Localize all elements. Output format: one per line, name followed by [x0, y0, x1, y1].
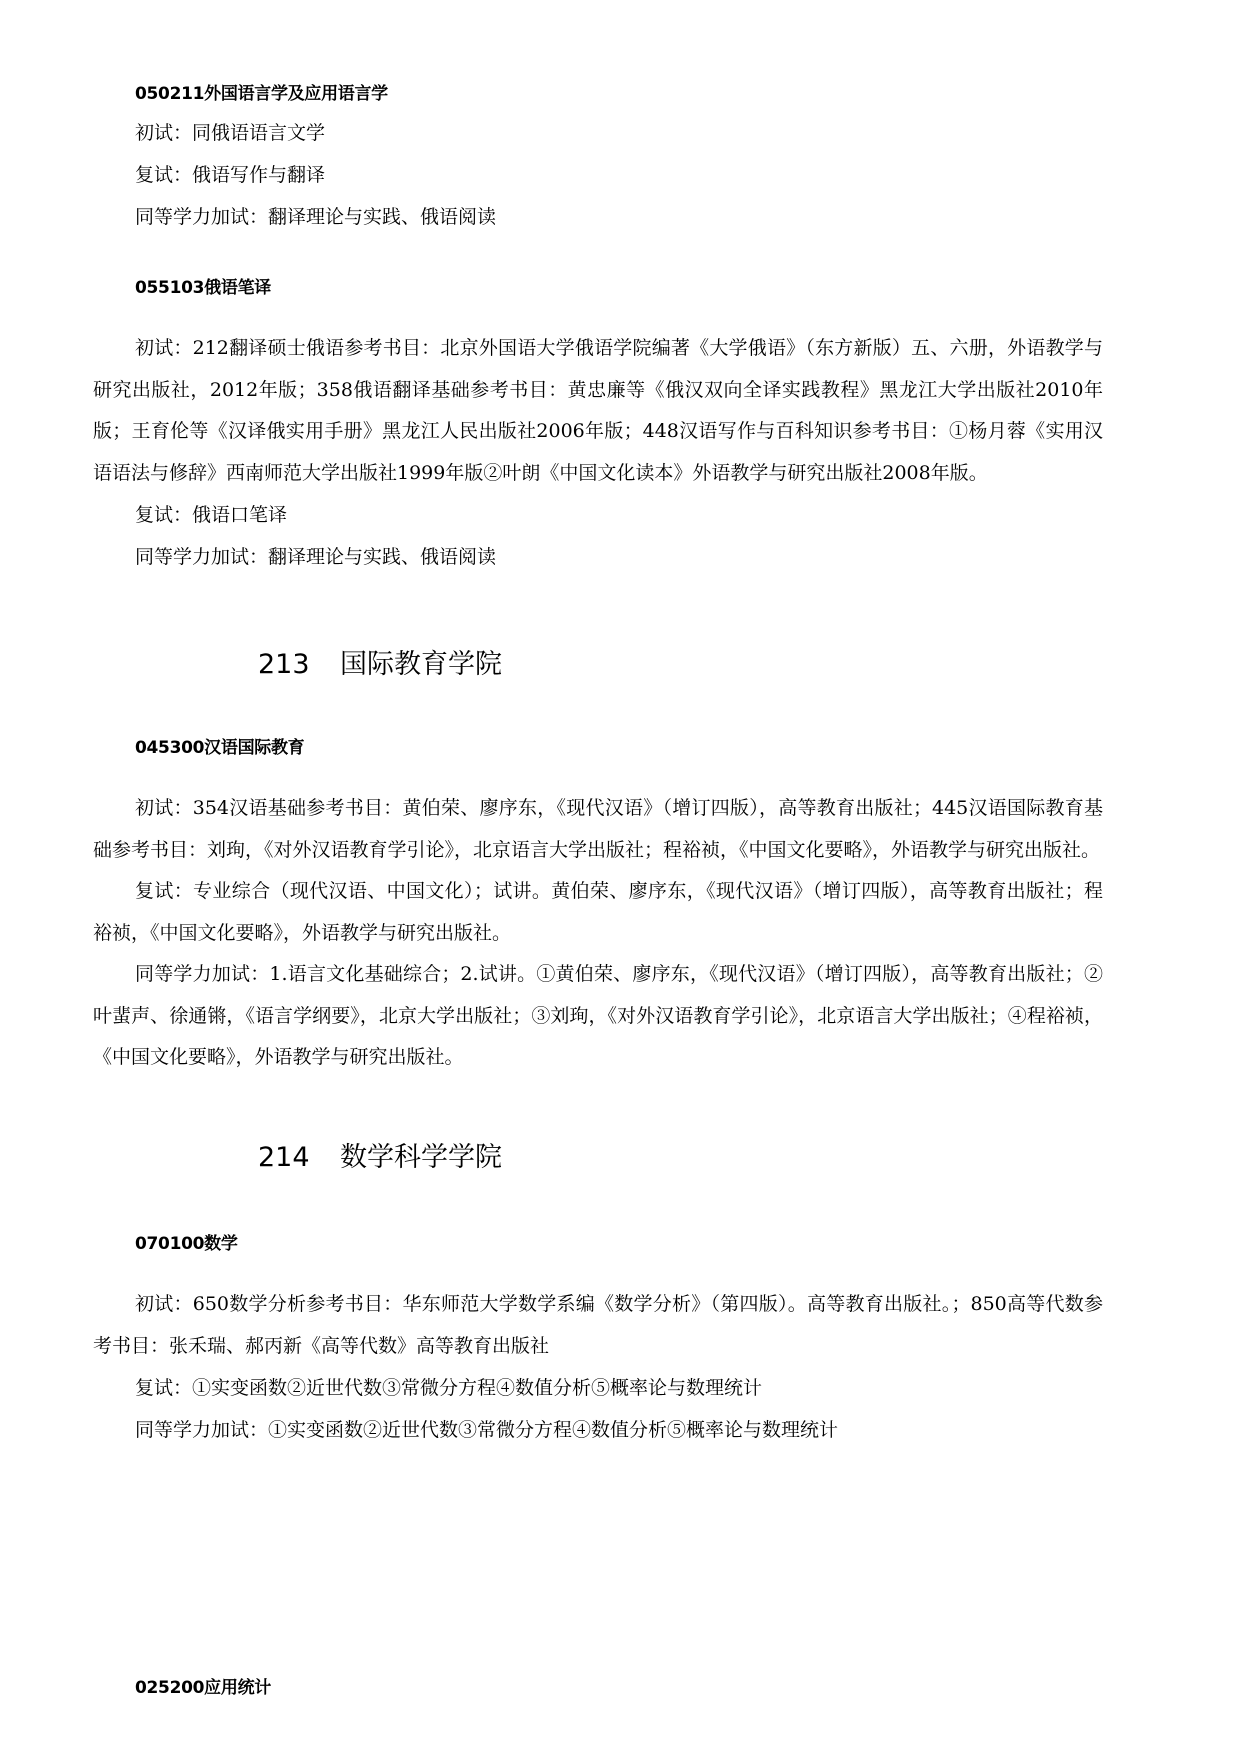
initial-exam-line: 初试：同俄语语言文学: [135, 122, 326, 144]
equivalent-exam-line: 同等学力加试：翻译理论与实践、俄语阅读: [135, 546, 497, 568]
program-070100: [93, 1232, 1103, 1451]
program-heading: 025200应用统计: [135, 1678, 271, 1698]
program-050211: [93, 82, 1103, 238]
retest-line: 复试：俄语口笔译: [135, 504, 288, 526]
program-heading: 055103俄语笔译: [135, 278, 271, 298]
retest-paragraph: 复试：专业综合（现代汉语、中国文化）；试讲。黄伯荣、廖序东，《现代汉语》（增订四版），高等教育出版社；程裕祯，《中国文化要略》，外语教学与研究出版社。: [93, 880, 1103, 944]
equivalent-exam-paragraph: 同等学力加试：1.语言文化基础综合；2.试讲。①黄伯荣、廖序东，《现代汉语》（增订四版），高等教育出版社；②叶蜚声、徐通锵，《语言学纲要》，北京大学出版社；③刘珣，《对外汉语教育学引论》，北京语言大学出版社；④程裕祯，《中国文化要略》，外语教学与研究出版社。: [93, 963, 1103, 1068]
section-name: 国际教育学院: [340, 649, 502, 680]
equivalent-exam-line: 同等学力加试：①实变函数②近世代数③常微分方程④数值分析⑤概率论与数理统计: [135, 1419, 839, 1441]
section-heading-213: [258, 648, 502, 682]
program-heading: 050211外国语言学及应用语言学: [135, 84, 388, 104]
section-name: 数学科学学院: [340, 1142, 502, 1173]
program-heading: 070100数学: [135, 1234, 238, 1254]
section-number: 213: [258, 649, 310, 680]
retest-line: 复试：俄语写作与翻译: [135, 164, 326, 186]
section-number: 214: [258, 1142, 310, 1173]
initial-exam-paragraph: 初试：212翻译硕士俄语参考书目：北京外国语大学俄语学院编著《大学俄语》（东方新版）五、六册，外语教学与研究出版社，2012年版；358俄语翻译基础参考书目：黄忠廉等《俄汉双向全译实践教程》黑龙江大学出版社2010年版；王育伦等《汉译俄实用手册》黑龙江人民出版社2006年版；448汉语写作与百科知识参考书目：①杨月蓉《实用汉语语法与修辞》西南师范大学出版社1999年版②叶朗《中国文化读本》外语教学与研究出版社2008年版。: [93, 337, 1103, 484]
initial-exam-paragraph: 初试：354汉语基础参考书目：黄伯荣、廖序东，《现代汉语》（增订四版），高等教育出版社；445汉语国际教育基础参考书目：刘珣，《对外汉语教育学引论》，北京语言大学出版社；程裕祯，《中国文化要略》，外语教学与研究出版社。: [93, 797, 1103, 861]
section-heading-214: [258, 1141, 502, 1175]
initial-exam-paragraph: 初试：650数学分析参考书目：华东师范大学数学系编《数学分析》（第四版）。高等教育出版社。；850高等代数参考书目：张禾瑞、郝丙新《高等代数》高等教育出版社: [93, 1293, 1103, 1357]
program-heading: 045300汉语国际教育: [135, 738, 305, 758]
retest-line: 复试：①实变函数②近世代数③常微分方程④数值分析⑤概率论与数理统计: [135, 1377, 763, 1399]
program-045300: [93, 736, 1103, 1079]
program-055103: [93, 276, 1103, 578]
program-025200: [93, 1676, 1103, 1700]
equivalent-exam-line: 同等学力加试：翻译理论与实践、俄语阅读: [135, 206, 497, 228]
